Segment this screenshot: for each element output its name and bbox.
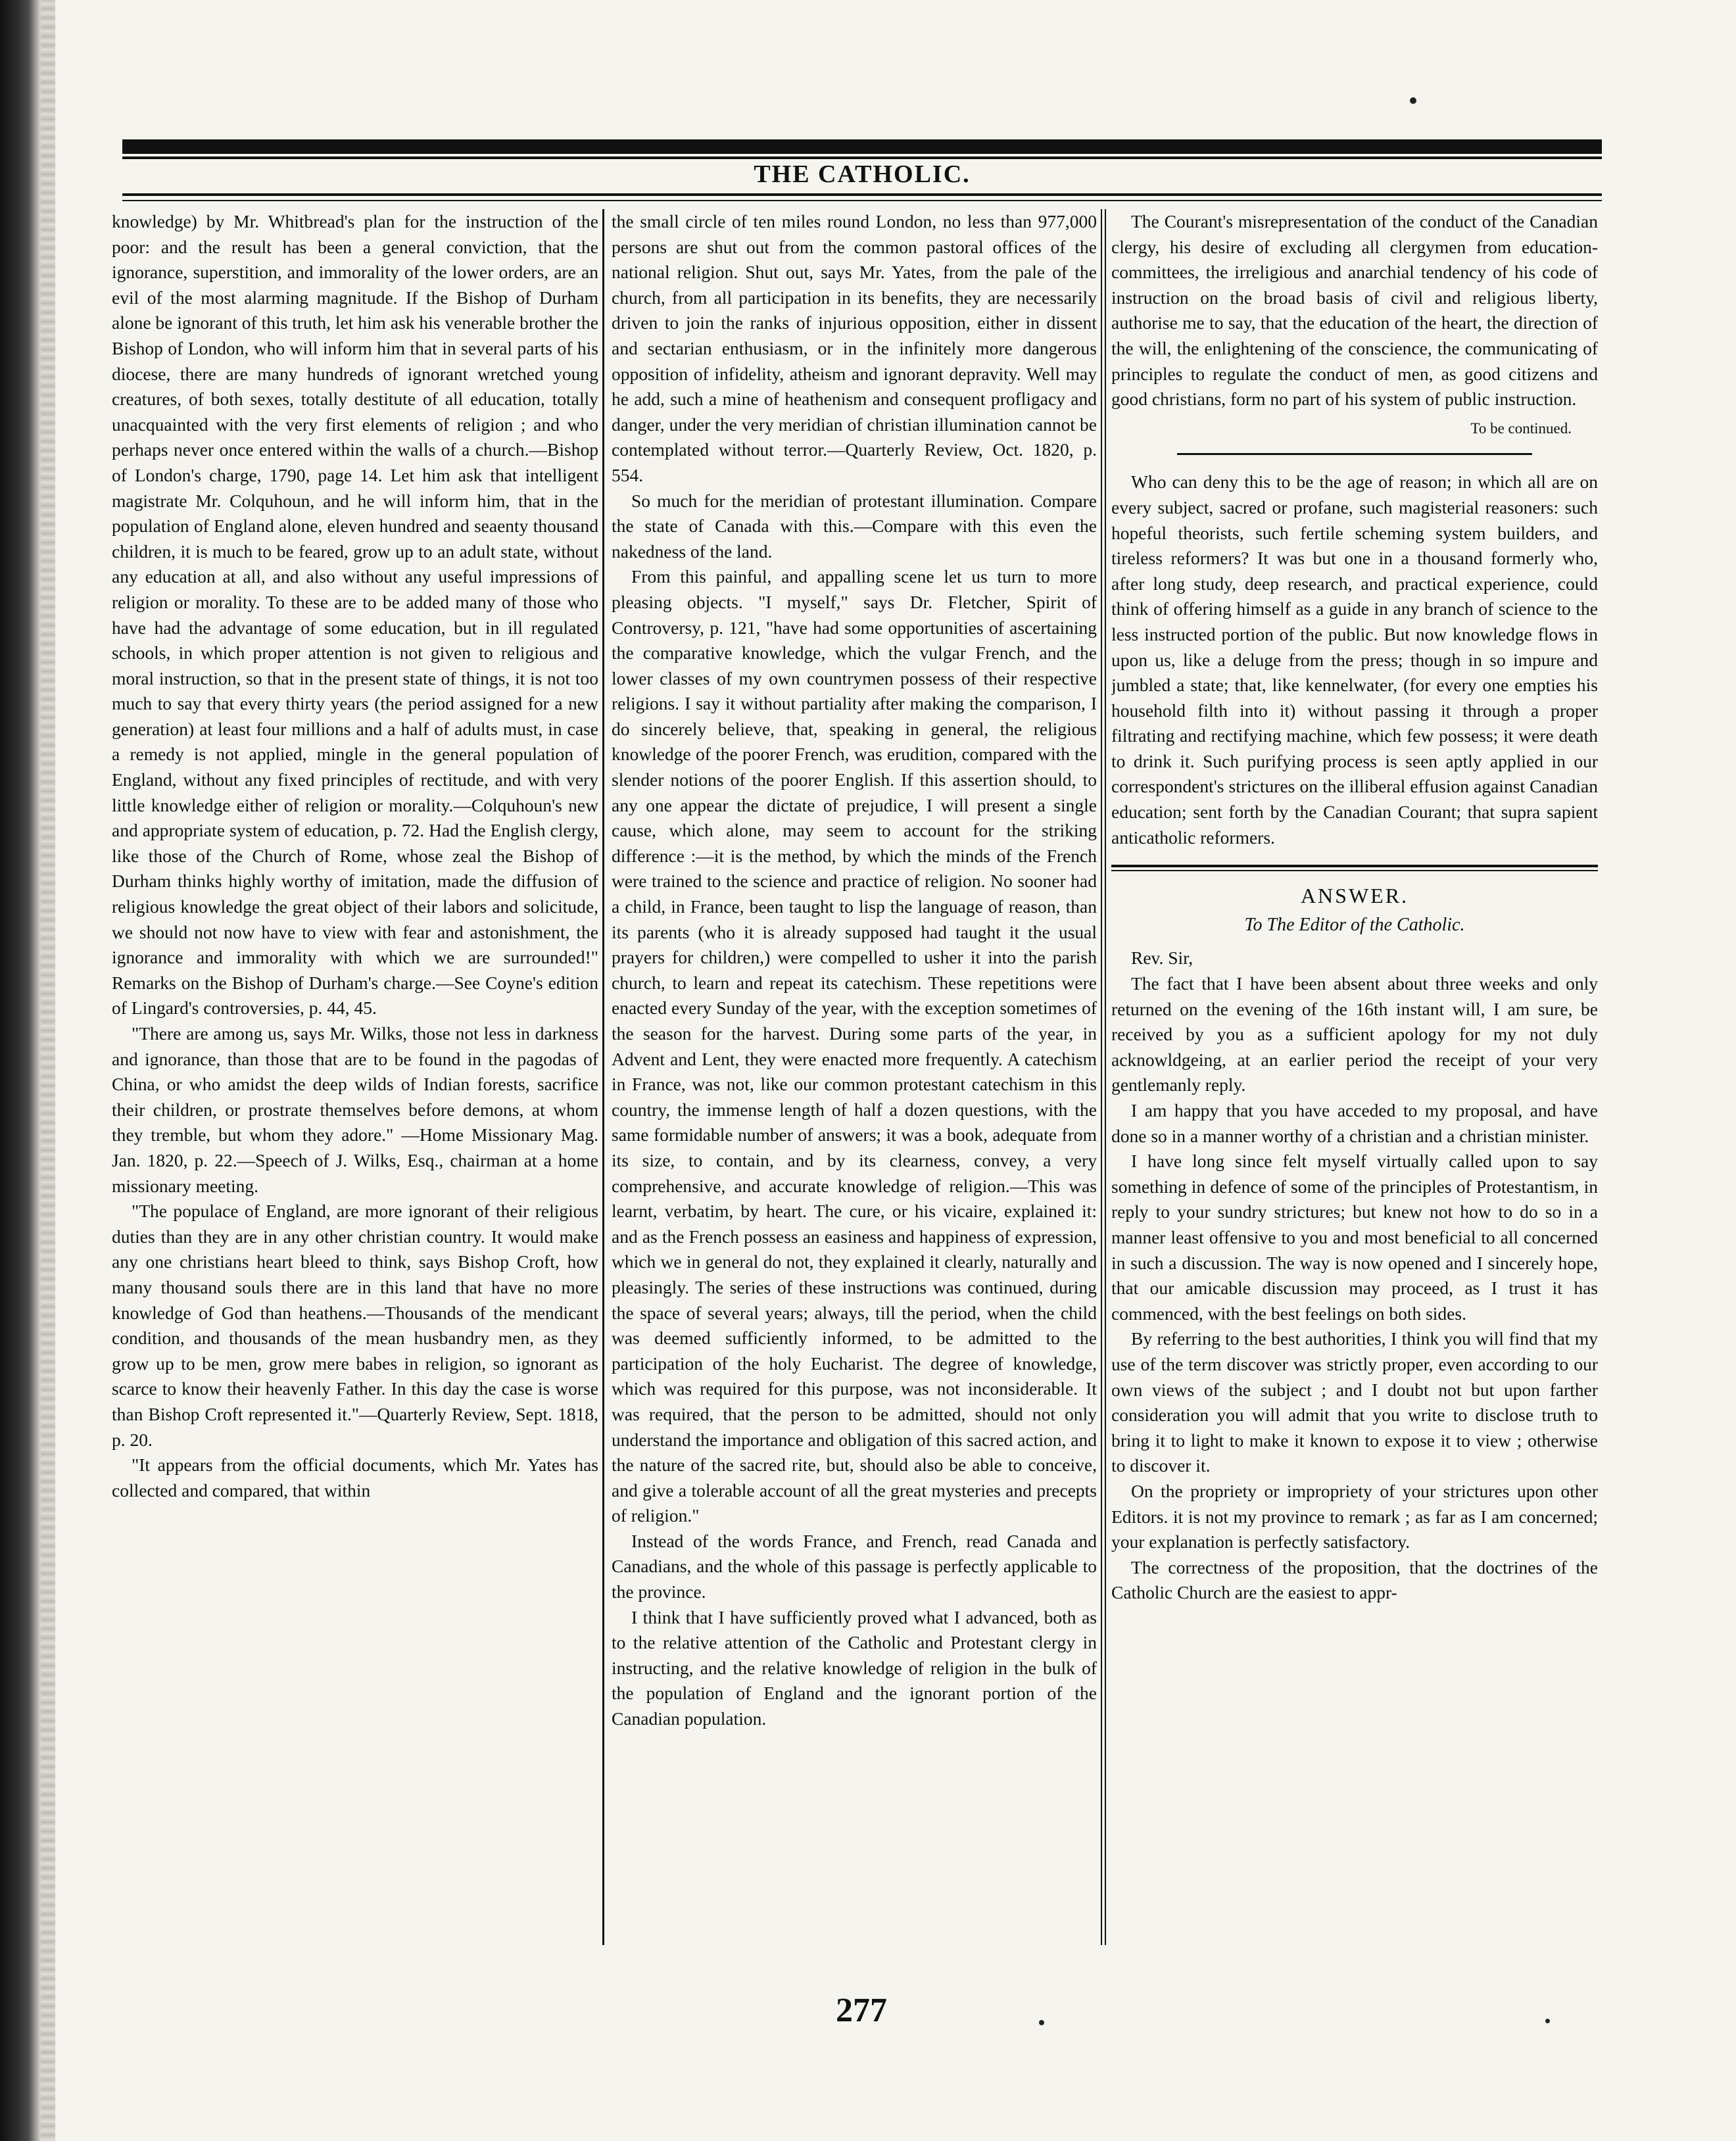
paragraph: "It appears from the official documents, which Mr. Yates has collected and compared, that within <box>112 1455 598 1501</box>
column-left <box>112 209 598 1945</box>
to-be-continued: To be continued. <box>1470 420 1572 437</box>
column-rule-1 <box>602 209 604 1945</box>
paragraph: "The populace of England, are more ignorant of their religious duties than they are in any other christian country. It would make any one christians heart bleed to think, says Bishop Croft, how many thousand souls there are in this land that have no more knowledge of God than heathens.—Thousands of the mendicant condition, and thousands of the mean husbandry men, as they grow up to be men, grow mere babes in religion, so ignorant as scarce to know their heavenly Father. In this day the case is worse than Bishop Croft represented it."—Quarterly Review, Sept. 1818, p. 20. <box>112 1201 598 1450</box>
paragraph: Instead of the words France, and French, read Canada and Canadians, and the whole of this passage is perfectly applicable to the province. <box>612 1530 1097 1602</box>
column-middle <box>612 209 1097 1945</box>
column-rule-2b <box>1105 209 1106 1945</box>
ink-speck <box>1545 2019 1550 2023</box>
paragraph: knowledge) by Mr. Whitbread's plan for the instruction of the poor: and the result has been a general conviction, that the ignorance, superstition, and immorality of the lower orders, are an evil of the most alarming magnitude. If the Bishop of Durham alone be ignorant of this truth, let him ask his venerable brother the Bishop of London, who will inform him that in several parts of his diocese, there are many hundreds of ignorant wretched young creatures, of both sexes, totally destitute of all education, totally unacquainted with the very first elements of religion ; and who perhaps never once entered within the walls of a church.—Bishop of London's charge, 1790, page 14. Let him ask that intelligent magistrate Mr. Colquhoun, and he will inform him, that in the population of England alone, eleven hundred and seaenty thousand children, it is much to be feared, grow up to an adult state, without any education at all, and also without any useful impressions of religion or morality. To these are to be added many of those who have had the advantage of some education, but in ill regulated schools, in which proper attention is not given to religious and moral instruction, so that in the present state of things, it is not too much to say that every thirty years (the period assigned for a new generation) at least four millions and a half of adults must, in case a remedy is not applied, mingle in the general population of England, without any fixed principles of rectitude, and with very little knowledge either of religion or morality.—Colquhoun's new and appropriate system of education, p. 72. Had the English clergy, like those of the Church of Rome, whose zeal the Bishop of Durham thinks highly worthy of imitation, made the diffusion of religious knowledge the great object of their labors and solicitude, we should not now have to view with fear and astonishment, the ignorance and immorality with which we are surrounded!" Remarks on the Bishop of Durham's charge.—See Coyne's edition of Lingard's controversies, p. 44, 45. <box>112 211 598 1019</box>
column-right <box>1111 209 1598 1945</box>
paragraph: By referring to the best authorities, I think you will find that my use of the term discover was strictly proper, even according to our own views of the subject ; and I doubt not but upon farther consideration you will admit that you write to disclose truth to bring it to light to make it known to expose it to view ; otherwise to discover it. <box>1111 1328 1598 1476</box>
header-rule-thick <box>122 139 1602 154</box>
ink-speck <box>1410 97 1416 104</box>
paragraph: I think that I have sufficiently proved what I advanced, both as to the relative attention of the Catholic and Protestant clergy in instructing, and the relative knowledge of religion in the bulk of the population of England and the ignorant portion of the Canadian population. <box>612 1606 1097 1729</box>
binding-shadow <box>41 0 55 2141</box>
paragraph: So much for the meridian of protestant illumination. Compare the state of Canada with this.—Compare with this even the nakedness of the land. <box>612 490 1097 562</box>
section-separator <box>1177 453 1532 455</box>
paragraph: The Courant's misrepresentation of the conduct of the Canadian clergy, his desire of excluding all clergymen from education-committees, the irreligious and anarchial tendency of his code of instruction on the broad basis of civil and religious liberty, authorise me to say, that the education of the heart, the direction of the will, the enlightening of the conscience, the communicating of principles to regulate the conduct of men, as good citizens and good christians, form no part of his system of public instruction. <box>1111 211 1598 410</box>
paragraph: On the propriety or impropriety of your strictures upon other Editors. it is not my province to remark ; as far as I am concerned; your explanation is perfectly satisfactory. <box>1111 1480 1598 1552</box>
paragraph: The correctness of the proposition, that the doctrines of the Catholic Church are the easiest to appr- <box>1111 1556 1598 1603</box>
section-rule-thick <box>1111 865 1598 867</box>
paragraph: The fact that I have been absent about three weeks and only returned on the evening of the 16th instant will, I am sure, be received by you as a sufficient apology for my not duly acknowldgeing, at an earlier period the receipt of your very gentlemanly reply. <box>1111 973 1598 1095</box>
running-head: THE CATHOLIC. <box>754 160 971 188</box>
ink-speck <box>1039 2020 1044 2025</box>
book-binding-edge <box>0 0 41 2141</box>
paragraph: Who can deny this to be the age of reason; in which all are on every subject, sacred or profane, such magisterial reasoners: such hopeful theorists, such fertile scheming system builders, and tireless reformers? It was but one in a thousand formerly who, after long study, deep research, and practical experience, could think of offering himself as a guide in any branch of science to the less instructed portion of the public. But now knowledge flows in upon us, like a deluge from the press; though in so impure and jumbled a state; that, like kennelwater, (for every one empties his household filth into it) without passing it through a proper filtrating and rectifying machine, which few possess; it were death to drink it. Such purifying process is seen aptly applied in our correspondent's strictures on the illiberal effusion against Canadian education; sent forth by the Canadian Courant; that supra sapient anticatholic reformers. <box>1111 471 1598 848</box>
paragraph: the small circle of ten miles round London, no less than 977,000 persons are shut out from the common pastoral offices of the national religion. Shut out, says Mr. Yates, from the pale of the church, from all participation in its benefits, they are necessarily driven to join the ranks of injurious opposition, either in dissent and sectarian enthusiasm, or in the infinitely more dangerous opposition of infidelity, atheism and ignorant depravity. Well may he add, such a mine of heathenism and consequent profligacy and danger, under the very meridian of christian illumination cannot be contemplated without terror.—Quarterly Review, Oct. 1820, p. 554. <box>612 211 1097 485</box>
page-number: 277 <box>836 1992 887 2029</box>
paragraph: I have long since felt myself virtually called upon to say something in defence of some of the principles of Protestantism, in reply to your sundry strictures; but knew not how to do so in a manner least offensive to you and most beneficial to all concerned in such a discussion. The way is now opened and I sincerely hope, that our amicable discussion may proceed, as I trust it has commenced, with the best feelings on both sides. <box>1111 1151 1598 1324</box>
header-rule-bottom-thin <box>122 200 1602 201</box>
column-rule-2a <box>1101 209 1102 1945</box>
paragraph: From this painful, and appalling scene let us turn to more pleasing objects. "I myself," says Dr. Fletcher, Spirit of Controversy, p. 121, "have had some opportunities of ascertaining the comparative knowledge, which the vulgar French, and the lower classes of my own countrymen possess of their respective religions. I say it without partiality after making the comparison, I do sincerely believe, that, speaking in general, the religious knowledge of the poorer French, was erudition, compared with the slender notions of the poorer English. If this assertion should, to any one appear the dictate of prejudice, I will present a single cause, which alone, may seem to account for the striking difference :—it is the method, by which the minds of the French were trained to the science and practice of religion. No sooner had a child, in France, been taught to lisp the language of reason, than its parents (who it is already supposed had taught it the usual prayers for children,) were compelled to usher it into the parish church, to learn and repeat its catechism. These repetitions were enacted every Sunday of the year, with the exception sometimes of the season for the harvest. During some parts of the year, in Advent and Lent, they were enacted more frequently. A catechism in France, was not, like our common protestant catechism in this country, the immense length of half a dozen questions, with the same formidable number of answers; it was a book, adequate from its size, to contain, and by its clearness, convey, a very comprehensive, and accurate knowledge of religion.—This was learnt, verbatim, by heart. The cure, or his vicaire, explained it: and as the French possess an easiness and happiness of expression, which we in general do not, they explained it clearly, naturally and pleasingly. The series of these instructions was continued, during the space of several years; always, till the period, when the child was deemed sufficiently informed, to be admitted to the participation of the holy Eucharist. The degree of knowledge, which was required for this purpose, was not inconsiderable. It was required, that the person to be admitted, should not only understand the importance and obligation of this sacred action, and the nature of the sacred rite, but, should also be able to conceive, and give a tolerable account of all the great mysteries and precepts of religion." <box>612 566 1097 1526</box>
section-rule-thin <box>1111 870 1598 871</box>
header-rule-bottom <box>122 193 1602 196</box>
salutation: Rev. Sir, <box>1131 948 1194 969</box>
paragraph: I am happy that you have acceded to my proposal, and have done so in a manner worthy of a christian and a christian minister. <box>1111 1100 1598 1146</box>
answer-heading: ANSWER. <box>1300 884 1409 908</box>
paragraph: "There are among us, says Mr. Wilks, those not less in darkness and ignorance, than those that are to be found in the pagodas of China, or who amidst the deep wilds of Indian forests, sacrifice their children, or prostrate themselves before demons, at whom they tremble, but whom they adore." —Home Missionary Mag. Jan. 1820, p. 22.—Speech of J. Wilks, Esq., chairman at a home missionary meeting. <box>112 1023 598 1196</box>
answer-addressee: To The Editor of the Catholic. <box>1244 914 1465 935</box>
